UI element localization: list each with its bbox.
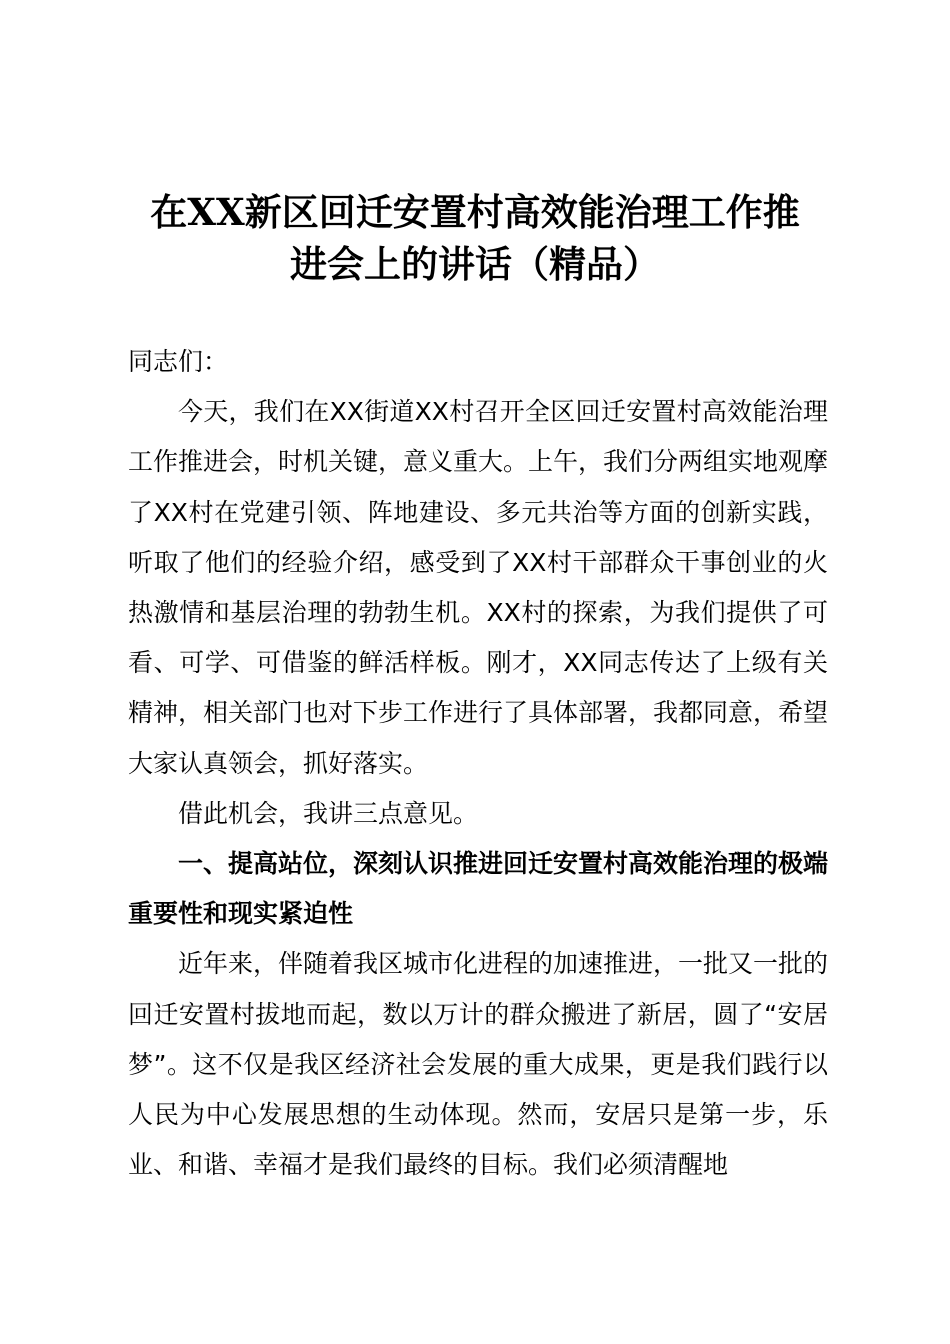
paragraph-transition: 借此机会，我讲三点意见。 [178, 798, 479, 828]
section-heading-1: 一、提高站位，深刻认识推进回迁安置村高效能治理的极端重要性和现实紧迫性 [128, 849, 829, 929]
title-line-1: 在XX新区回迁安置村高效能治理工作推 [150, 190, 800, 234]
paragraph-opening: 今天，我们在XX街道XX村召开全区回迁安置村高效能治理工作推进会，时机关键，意义重大。上午，我们分两组实地观摩了XX村在党建引领、阵地建设、多元共治等方面的创新实践，听取了他们的经验介绍，感受到了XX村干部群众干事创业的火热激情和基层治理的勃勃生机。XX村的探索，为我们提供了可看、可学、可借鉴的鲜活样板。刚才，XX同志传达了上级有关精神，相关部门也对下步工作进行了具体部署，我都同意，希望大家认真领会，抓好落实。 [128, 397, 829, 778]
section-1-paragraph: 近年来，伴随着我区城市化进程的加速推进，一批又一批的回迁安置村拔地而起，数以万计的群众搬进了新居，圆了“安居梦”。这不仅是我区经济社会发展的重大成果，更是我们践行以人民为中心发展思想的生动体现。然而，安居只是第一步，乐业、和谐、幸福才是我们最终的目标。我们必须清醒地 [128, 949, 829, 1180]
document-title [120, 186, 830, 290]
document-body [128, 337, 828, 1190]
title-line-2: 进会上的讲话（精品） [290, 242, 660, 286]
greeting: 同志们： [128, 347, 229, 376]
